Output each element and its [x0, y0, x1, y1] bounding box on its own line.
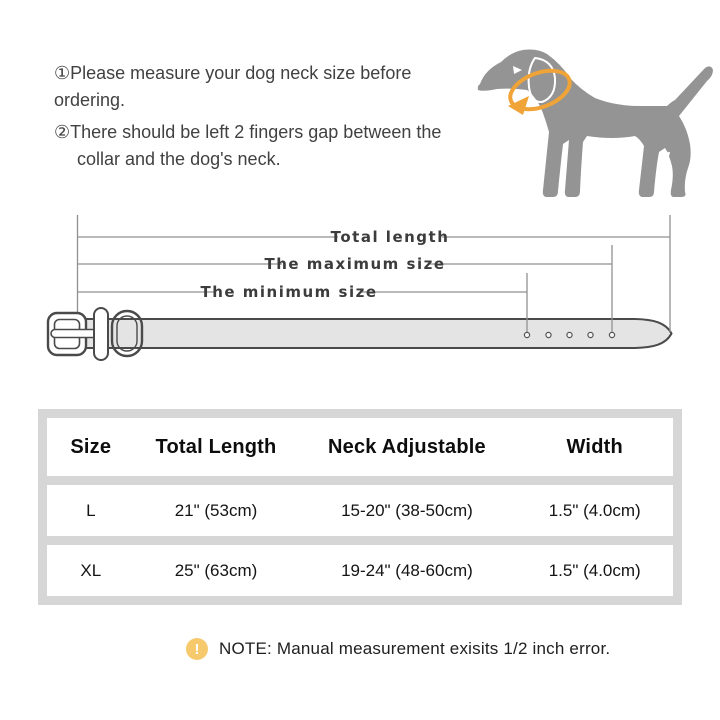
collar-strap [66, 319, 672, 348]
table-header-row [47, 418, 673, 476]
cell-neck-adjustable: 15-20" (38-50cm) [341, 500, 473, 520]
header-width: Width [566, 435, 623, 458]
rear-leg-gap [656, 152, 669, 194]
maximum-size-label: The maximum size [264, 255, 446, 273]
cell-width: 1.5" (4.0cm) [548, 500, 641, 520]
collar-keeper-loop [94, 308, 108, 360]
header-size: Size [70, 435, 112, 458]
exclamation-icon: ! [186, 638, 208, 660]
cell-total-length: 21" (53cm) [174, 500, 258, 520]
note-text: NOTE: Manual measurement exisits 1/2 inch error. [219, 639, 611, 658]
table-row [47, 485, 673, 536]
instruction-2-continued: collar and the dog's neck. [77, 149, 281, 169]
measurement-note [186, 638, 610, 660]
cell-size: XL [80, 560, 102, 580]
size-chart-table [38, 409, 682, 605]
minimum-size-label: The minimum size [200, 283, 378, 301]
cell-width: 1.5" (4.0cm) [548, 560, 641, 580]
table-row [47, 545, 673, 596]
collar-measurement-diagram [0, 203, 720, 388]
measuring-instructions [54, 60, 474, 173]
instruction-2: ②There should be left 2 fingers gap between the [54, 122, 442, 142]
cell-total-length: 25" (63cm) [174, 560, 258, 580]
instruction-1: ①Please measure your dog neck size before ordering. [54, 63, 412, 110]
header-neck-adjustable: Neck Adjustable [327, 435, 486, 458]
total-length-label: Total length [330, 228, 450, 246]
cell-neck-adjustable: 19-24" (48-60cm) [341, 560, 473, 580]
header-total-length: Total Length [155, 435, 277, 458]
cell-size: L [86, 500, 96, 520]
dog-body [478, 50, 713, 198]
dog-silhouette-illustration [475, 18, 720, 208]
